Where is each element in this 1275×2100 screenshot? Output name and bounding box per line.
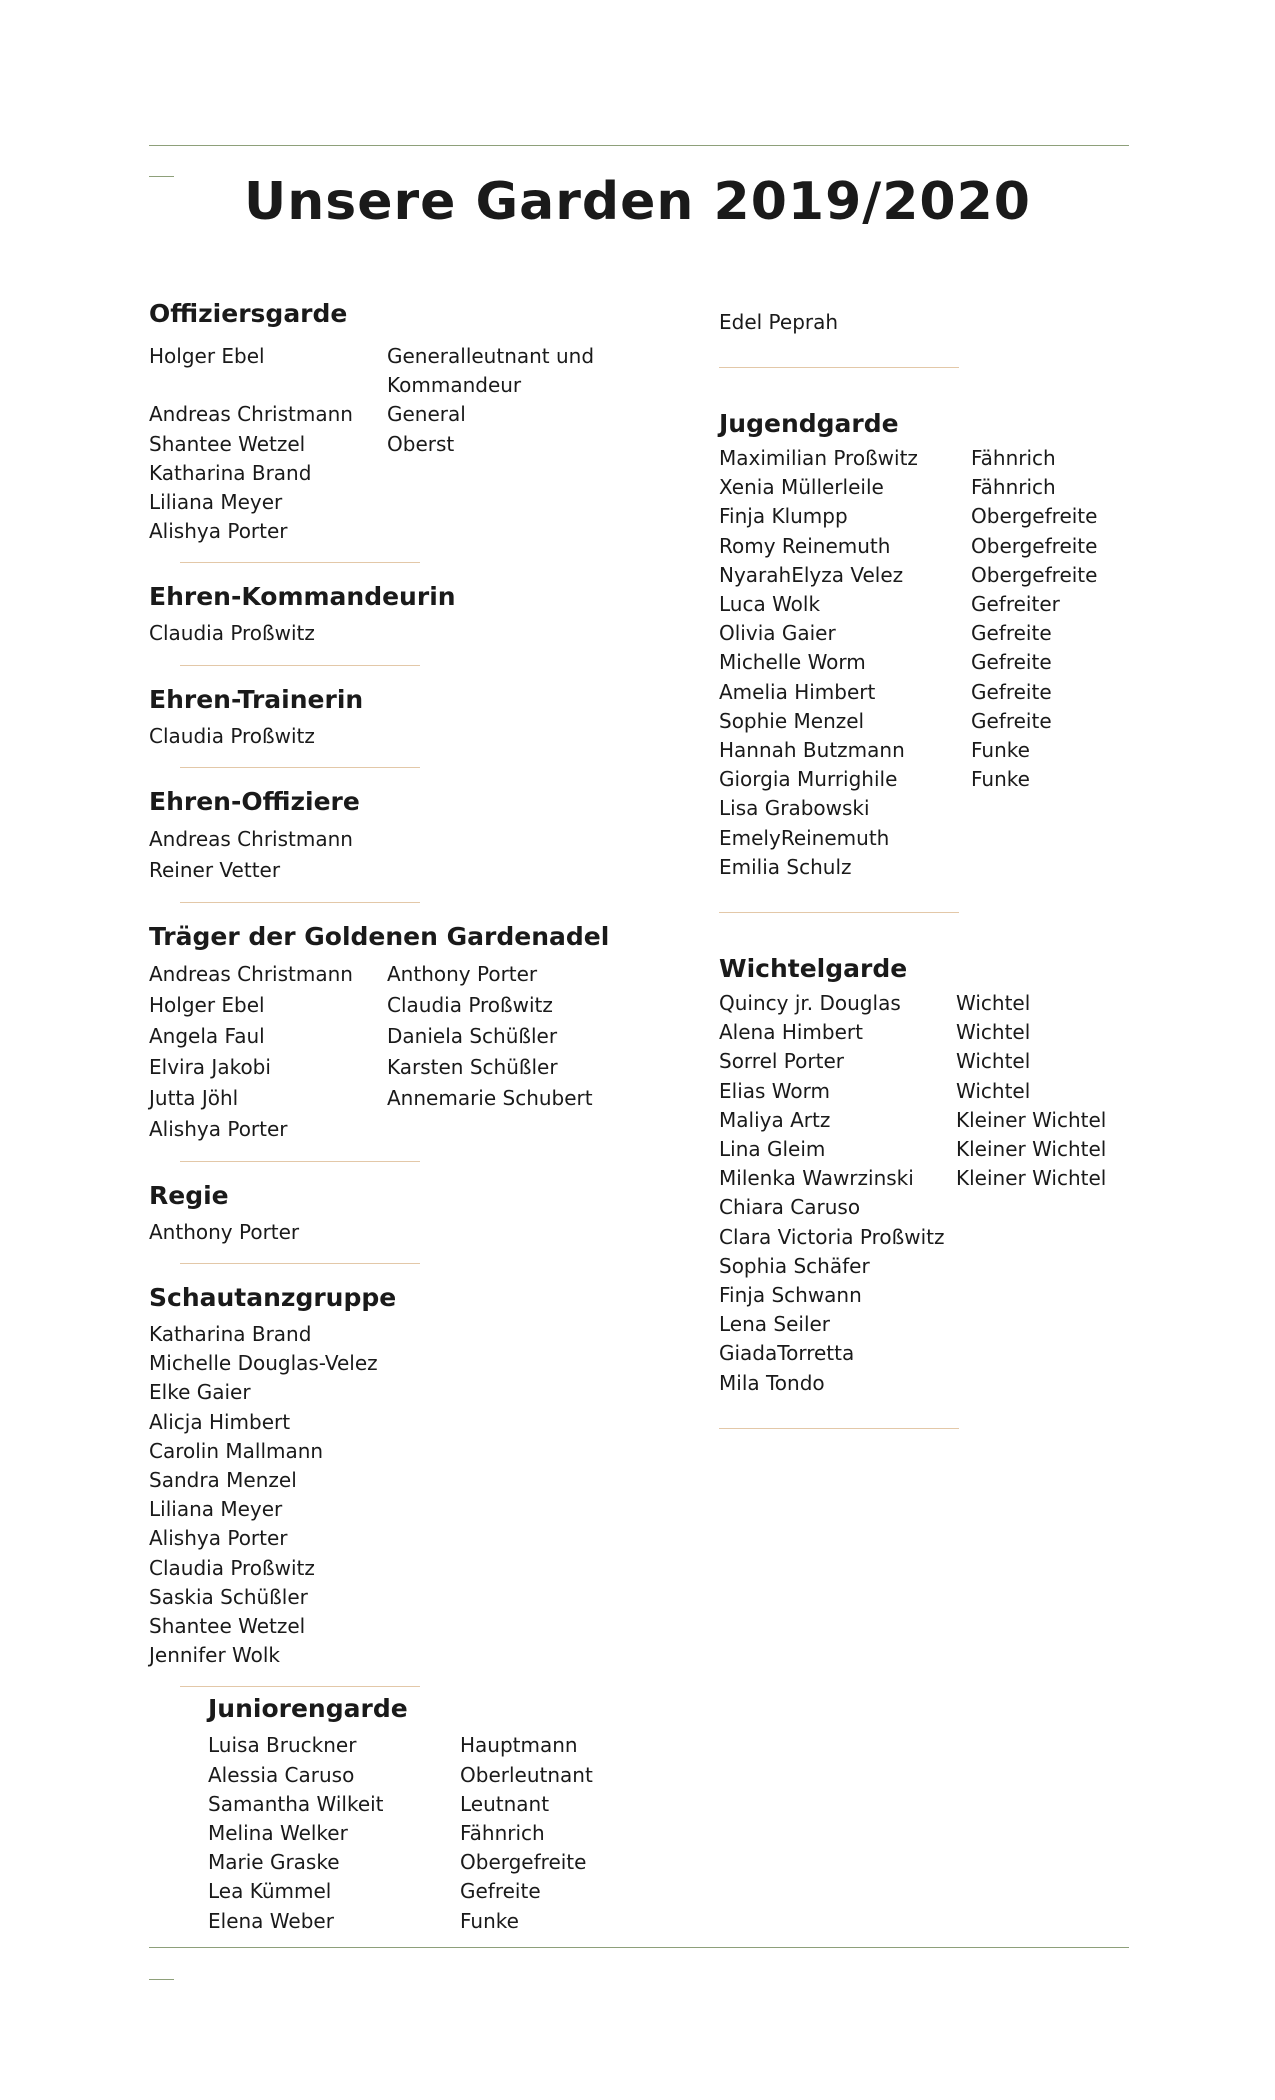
member-name: Finja Klumpp [719, 504, 848, 529]
section-divider [180, 767, 420, 768]
member-row [149, 1052, 669, 1083]
member-name: Clara Victoria Proßwitz [719, 1224, 945, 1249]
member-name: Holger Ebel [149, 344, 265, 368]
member-name: Quincy jr. Douglas [719, 991, 901, 1016]
member-row [208, 1790, 669, 1819]
member-name: Saskia Schüßler [149, 1584, 308, 1609]
member-name: Anthony Porter [149, 1219, 300, 1244]
member-name: Finja Schwann [719, 1283, 862, 1308]
member-name: Chiara Caruso [719, 1195, 861, 1220]
member-name: Romy Reinemuth [719, 533, 891, 558]
member-name: Sophia Schäfer [719, 1253, 870, 1278]
member-row [719, 1310, 1169, 1339]
member-name: Michelle Worm [719, 650, 866, 675]
section-offiziersgarde [149, 298, 669, 546]
footer-rule [149, 1947, 1129, 1948]
carryover-name: Edel Peprah [719, 310, 839, 334]
member-rank: Fähnrich [971, 475, 1056, 500]
member-rank: Gefreiter [971, 592, 1060, 617]
member-rank: Kleiner Wichtel [956, 1166, 1107, 1191]
member-row [149, 342, 669, 400]
member-row [149, 1083, 669, 1114]
member-name: Lisa Grabowski [719, 796, 870, 821]
section-title: Schautanzgruppe [149, 1283, 397, 1313]
member-rank: Oberst [387, 431, 455, 456]
member-rank: Gefreite [971, 679, 1052, 704]
member-rank: Leutnant [460, 1791, 550, 1816]
member-name: Claudia Proßwitz [149, 723, 315, 748]
member-rank: Funke [971, 767, 1030, 792]
member-row [149, 1495, 669, 1524]
member-rank: Wichtel [956, 1049, 1031, 1074]
member-row [719, 1164, 1169, 1193]
member-row [719, 1047, 1169, 1076]
section-ehren-offiziere [149, 786, 669, 886]
section-juniorengarde [208, 1693, 669, 1935]
member-name: Alishya Porter [149, 519, 288, 544]
member-row [149, 722, 669, 751]
member-rank: Hauptmann [460, 1733, 578, 1758]
section-title: Jugendgarde [719, 409, 899, 438]
member-name: Michelle Douglas-Velez [149, 1351, 378, 1376]
member-row [149, 1320, 669, 1349]
section-wichtelgarde [719, 953, 1169, 1398]
member-row [149, 517, 669, 546]
member-name: Carolin Mallmann [149, 1438, 324, 1463]
member-name: Annemarie Schubert [387, 1085, 593, 1110]
member-row [149, 1583, 669, 1612]
member-name: Claudia Proßwitz [387, 992, 553, 1017]
member-row [149, 400, 669, 429]
section-jugendgarde [719, 408, 1169, 882]
member-row [149, 1554, 669, 1583]
member-name: Lea Kümmel [208, 1879, 332, 1904]
section-divider [180, 1161, 420, 1162]
member-row [719, 1135, 1169, 1164]
section-schautanzgruppe [149, 1282, 669, 1670]
member-name: Andreas Christmann [149, 402, 353, 427]
member-name: Lina Gleim [719, 1137, 826, 1162]
member-rank: Kleiner Wichtel [956, 1107, 1107, 1132]
member-name: Elena Weber [208, 1908, 334, 1933]
member-name: Milenka Wawrzinski [719, 1166, 914, 1191]
footer-rule-stub [149, 1979, 174, 1980]
member-name: Hannah Butzmann [719, 738, 905, 763]
member-name: Emilia Schulz [719, 854, 852, 879]
member-name: Andreas Christmann [149, 826, 353, 851]
member-row [719, 444, 1169, 473]
member-name: Reiner Vetter [149, 857, 281, 882]
member-row [149, 1524, 669, 1553]
member-row [719, 707, 1169, 736]
member-row [149, 1349, 669, 1378]
member-row [149, 824, 669, 855]
member-name: Alicja Himbert [149, 1409, 291, 1434]
member-name: Maliya Artz [719, 1107, 831, 1132]
member-name: Samantha Wilkeit [208, 1791, 384, 1816]
member-row [149, 1408, 669, 1437]
member-row [149, 990, 669, 1021]
member-row [719, 1018, 1169, 1047]
member-name: Holger Ebel [149, 992, 265, 1017]
member-name: Katharina Brand [149, 1322, 312, 1347]
section-title: Wichtelgarde [719, 954, 908, 984]
section-divider [180, 1686, 420, 1687]
section-regie [149, 1180, 669, 1247]
member-name: Lena Seiler [719, 1312, 831, 1337]
section-divider [719, 912, 959, 913]
member-rank: Wichtel [956, 1020, 1031, 1045]
member-row [149, 1218, 669, 1247]
member-row [719, 1252, 1169, 1281]
member-row [719, 1193, 1169, 1222]
member-rank: Gefreite [971, 621, 1052, 646]
member-name: Daniela Schüßler [387, 1023, 558, 1048]
member-name: Karsten Schüßler [387, 1054, 558, 1079]
member-row [719, 1369, 1169, 1398]
section-title: Regie [149, 1180, 229, 1210]
member-name: Luisa Bruckner [208, 1733, 357, 1758]
member-row [719, 561, 1169, 590]
member-name: Alishya Porter [149, 1116, 288, 1141]
member-row [719, 1223, 1169, 1252]
section-divider [719, 367, 959, 368]
member-name: Liliana Meyer [149, 1497, 283, 1522]
member-row [719, 1077, 1169, 1106]
member-name: EmelyReinemuth [719, 825, 890, 850]
member-rank: Oberleutnant [460, 1762, 593, 1787]
member-rank: Wichtel [956, 1078, 1031, 1103]
member-row [208, 1877, 669, 1906]
section-ehren-kommandeurin [149, 581, 669, 648]
section-divider [180, 1263, 420, 1264]
member-row [208, 1731, 669, 1760]
member-row [149, 1437, 669, 1466]
member-name: Marie Graske [208, 1850, 340, 1875]
member-row [719, 989, 1169, 1018]
member-row [208, 1761, 669, 1790]
member-name: Andreas Christmann [149, 961, 353, 986]
member-name: Alishya Porter [149, 1526, 288, 1551]
section-title: Ehren-Trainerin [149, 684, 364, 714]
member-row [149, 855, 669, 886]
member-name: Jutta Jöhl [149, 1085, 239, 1110]
member-name: GiadaTorretta [719, 1341, 855, 1366]
member-row [719, 502, 1169, 531]
member-row [149, 959, 669, 990]
member-name: Liliana Meyer [149, 490, 283, 515]
member-name: Sorrel Porter [719, 1049, 844, 1074]
member-row [149, 1612, 669, 1641]
member-rank: Obergefreite [971, 562, 1098, 587]
member-name: Mila Tondo [719, 1370, 825, 1395]
left-column [149, 298, 669, 1936]
member-name: Alessia Caruso [208, 1762, 355, 1787]
section-divider [180, 665, 420, 666]
member-rank: Obergefreite [971, 533, 1098, 558]
member-name: Giorgia Murrighile [719, 767, 898, 792]
member-row [719, 736, 1169, 765]
member-row [149, 1114, 669, 1145]
member-rank: Kleiner Wichtel [956, 1137, 1107, 1162]
member-row [719, 1339, 1169, 1368]
member-row [719, 678, 1169, 707]
member-rank: Wichtel [956, 991, 1031, 1016]
member-rank: Fähnrich [971, 446, 1056, 470]
member-row [719, 648, 1169, 677]
member-row [208, 1848, 669, 1877]
member-name: Elke Gaier [149, 1380, 251, 1405]
member-name: Alena Himbert [719, 1020, 863, 1045]
right-column [719, 308, 1169, 1429]
page-title: Unsere Garden 2019/2020 [244, 172, 1031, 232]
header-rule [149, 145, 1129, 146]
member-row [149, 1021, 669, 1052]
member-row [149, 619, 669, 648]
member-name: Sophie Menzel [719, 708, 865, 733]
member-row [719, 619, 1169, 648]
member-rank: Gefreite [460, 1879, 541, 1904]
section-title: Ehren-Kommandeurin [149, 582, 456, 612]
section-goldene-gardenadel [149, 921, 669, 1145]
member-row [149, 459, 669, 488]
member-name: Melina Welker [208, 1821, 348, 1846]
member-row [149, 1378, 669, 1407]
member-name: Elias Worm [719, 1078, 830, 1103]
member-row [719, 590, 1169, 619]
member-row [719, 794, 1169, 823]
member-row [719, 473, 1169, 502]
member-name: Elvira Jakobi [149, 1054, 271, 1079]
section-title: Ehren-Offiziere [149, 786, 360, 816]
section-title: Träger der Goldenen Gardenadel [149, 921, 610, 951]
member-name: Angela Faul [149, 1023, 265, 1048]
member-name: Luca Wolk [719, 592, 821, 617]
member-row [719, 1106, 1169, 1135]
member-name: Claudia Proßwitz [149, 621, 315, 646]
member-rank: Gefreite [971, 708, 1052, 733]
member-rank: Obergefreite [460, 1850, 587, 1875]
member-row [719, 1281, 1169, 1310]
member-rank: Fähnrich [460, 1821, 545, 1846]
member-name: Anthony Porter [387, 961, 538, 986]
member-row [719, 532, 1169, 561]
member-row [149, 1641, 669, 1670]
section-divider [180, 902, 420, 903]
member-row [208, 1907, 669, 1936]
member-name: Jennifer Wolk [149, 1643, 281, 1668]
member-row [208, 1819, 669, 1848]
member-name: Xenia Müllerleile [719, 475, 884, 500]
member-row [149, 1466, 669, 1495]
member-row [719, 853, 1169, 882]
member-name: Claudia Proßwitz [149, 1555, 315, 1580]
member-row [149, 430, 669, 459]
section-divider [180, 562, 420, 563]
member-name: Shantee Wetzel [149, 431, 306, 456]
member-row [149, 488, 669, 517]
member-rank: Funke [971, 738, 1030, 763]
member-row [719, 765, 1169, 794]
section-title: Juniorengarde [208, 1694, 408, 1724]
member-rank: Funke [460, 1908, 519, 1933]
member-rank: Generalleutnant und Kommandeur [387, 344, 595, 398]
member-name: Sandra Menzel [149, 1468, 297, 1493]
member-name: Katharina Brand [149, 460, 312, 485]
section-divider [719, 1428, 959, 1429]
member-name: Olivia Gaier [719, 621, 836, 646]
member-rank: Gefreite [971, 650, 1052, 675]
section-ehren-trainerin [149, 684, 669, 751]
member-name: Shantee Wetzel [149, 1614, 306, 1639]
member-row [719, 824, 1169, 853]
section-title: Offiziersgarde [149, 299, 348, 328]
member-name: Amelia Himbert [719, 679, 876, 704]
member-name: Maximilian Proßwitz [719, 446, 918, 470]
member-name: NyarahElyza Velez [719, 562, 904, 587]
member-rank: Obergefreite [971, 504, 1098, 529]
member-rank: General [387, 402, 466, 427]
